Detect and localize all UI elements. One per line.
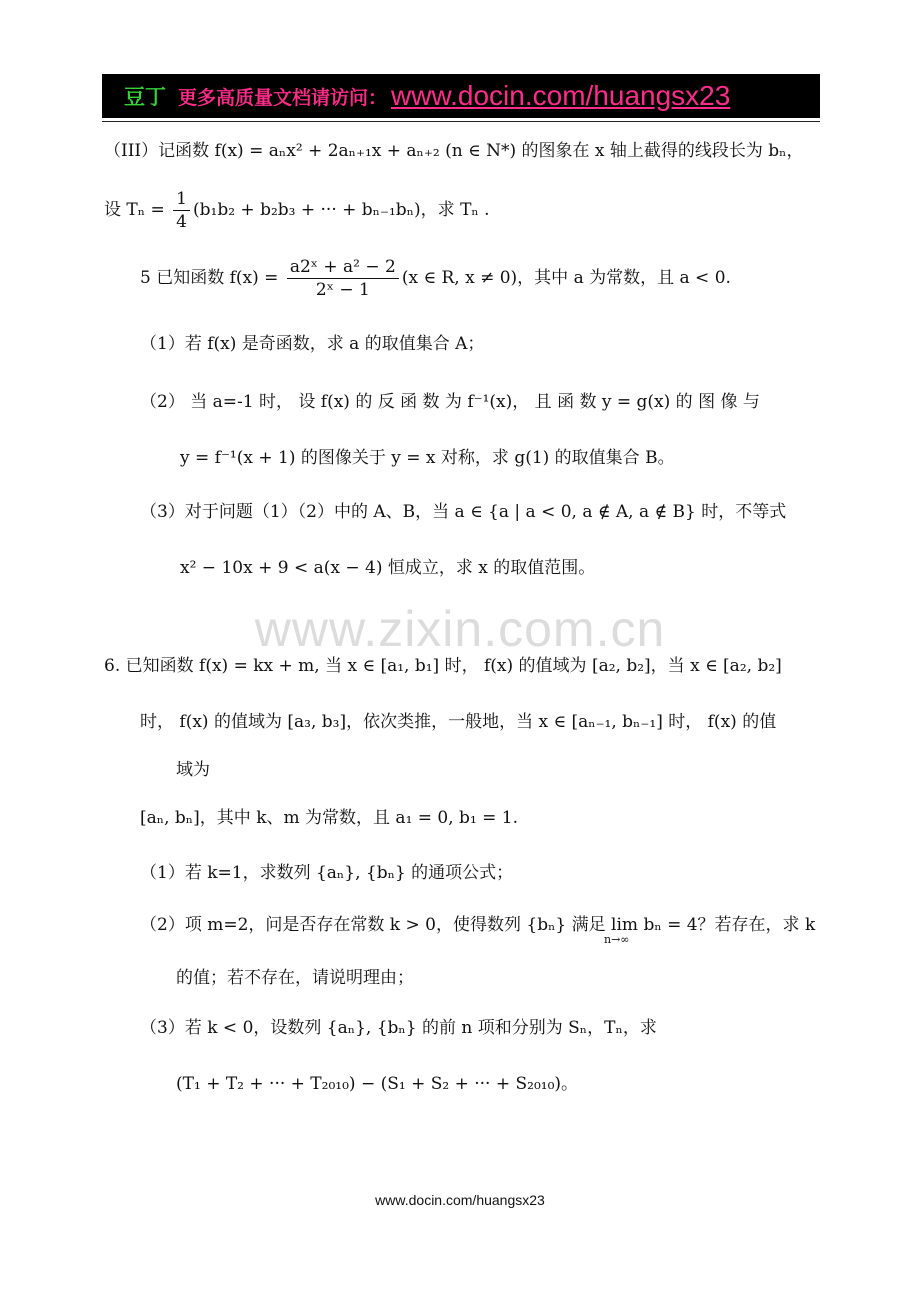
q6-line1: 6. 已知函数 f(x) = kx + m, 当 x ∈ [a₁, b₁] 时， f(x) 的值域为 [a₂, b₂]，当 x ∈ [a₂, b₂]: [104, 656, 782, 676]
q5-part2-line2: y = f⁻¹(x + 1) 的图像关于 y = x 对称，求 g(1) 的取值集合 B。: [180, 448, 675, 468]
q5-stem: [140, 256, 731, 301]
banner-tagline: 更多高质量文档请访问：: [178, 86, 388, 109]
q5-part1: （1）若 f(x) 是奇函数，求 a 的取值集合 A；: [140, 334, 485, 354]
fraction-numerator: 1: [173, 188, 190, 211]
q6-part2-line1: （2）项 m=2，问是否存在常数 k > 0，使得数列 {bₙ} 满足 lim bₙ = 4？若存在，求 k: [140, 915, 816, 935]
banner-url-link[interactable]: www.docin.com/huangsx23: [391, 80, 731, 111]
zixin-watermark: www.zixin.com.cn: [254, 601, 666, 657]
part3-line-1: （III）记函数 f(x) = aₙx² + 2aₙ₊₁x + aₙ₊₂ (n ∈ N*) 的图象在 x 轴上截得的线段长为 bₙ，: [104, 141, 804, 161]
q5-fraction-numerator: a2ˣ + a² − 2: [287, 256, 399, 279]
part3-line-2-post: (b₁b₂ + b₂b₃ + ··· + bₙ₋₁bₙ)，求 Tₙ .: [192, 200, 490, 220]
docin-logo: 豆丁: [124, 85, 166, 109]
lim-subscript: n→∞: [604, 933, 630, 946]
fraction-denominator: 4: [176, 212, 187, 232]
page-footer-url[interactable]: www.docin.com/huangsx23: [375, 1192, 545, 1208]
q5-stem-pre: 5 已知函数 f(x) =: [140, 268, 284, 288]
q6-line3: 域为: [176, 760, 210, 780]
q6-part1: （1）若 k=1，求数列 {aₙ}, {bₙ} 的通项公式；: [140, 863, 514, 883]
q6-line4: [aₙ, bₙ]，其中 k、m 为常数，且 a₁ = 0, b₁ = 1.: [140, 808, 519, 828]
q6-part2-line2: 的值；若不存在，请说明理由；: [176, 968, 414, 988]
q5-fraction-denominator: 2ˣ − 1: [315, 280, 370, 300]
header-divider: [102, 121, 820, 122]
q5-part3-line1: （3）对于问题（1）（2）中的 A、B，当 a ∈ {a | a < 0, a ∉ A, a ∉ B} 时，不等式: [140, 502, 787, 522]
fraction-one-quarter: [173, 188, 190, 233]
q5-part3-line2: x² − 10x + 9 < a(x − 4) 恒成立，求 x 的取值范围。: [180, 558, 596, 578]
header-banner: [102, 74, 820, 118]
q5-fraction: [287, 256, 399, 301]
part3-line-2-pre: 设 Tₙ =: [104, 200, 171, 220]
q5-stem-post: (x ∈ R, x ≠ 0)，其中 a 为常数，且 a < 0.: [401, 268, 731, 288]
q6-part3-line2: (T₁ + T₂ + ··· + T₂₀₁₀) − (S₁ + S₂ + ··· + S₂₀₁₀)。: [176, 1074, 579, 1094]
q6-part3-line1: （3）若 k < 0，设数列 {aₙ}, {bₙ} 的前 n 项和分别为 Sₙ，Tₙ，求: [140, 1018, 657, 1038]
q6-line2: 时， f(x) 的值域为 [a₃, b₃]，依次类推，一般地，当 x ∈ [aₙ₋₁, bₙ₋₁] 时， f(x) 的值: [140, 712, 777, 732]
q5-part2-line1: （2） 当 a=-1 时， 设 f(x) 的 反 函 数 为 f⁻¹(x)， 且 函 数 y = g(x) 的 图 像 与: [140, 392, 760, 412]
part3-line-2: [104, 188, 490, 233]
